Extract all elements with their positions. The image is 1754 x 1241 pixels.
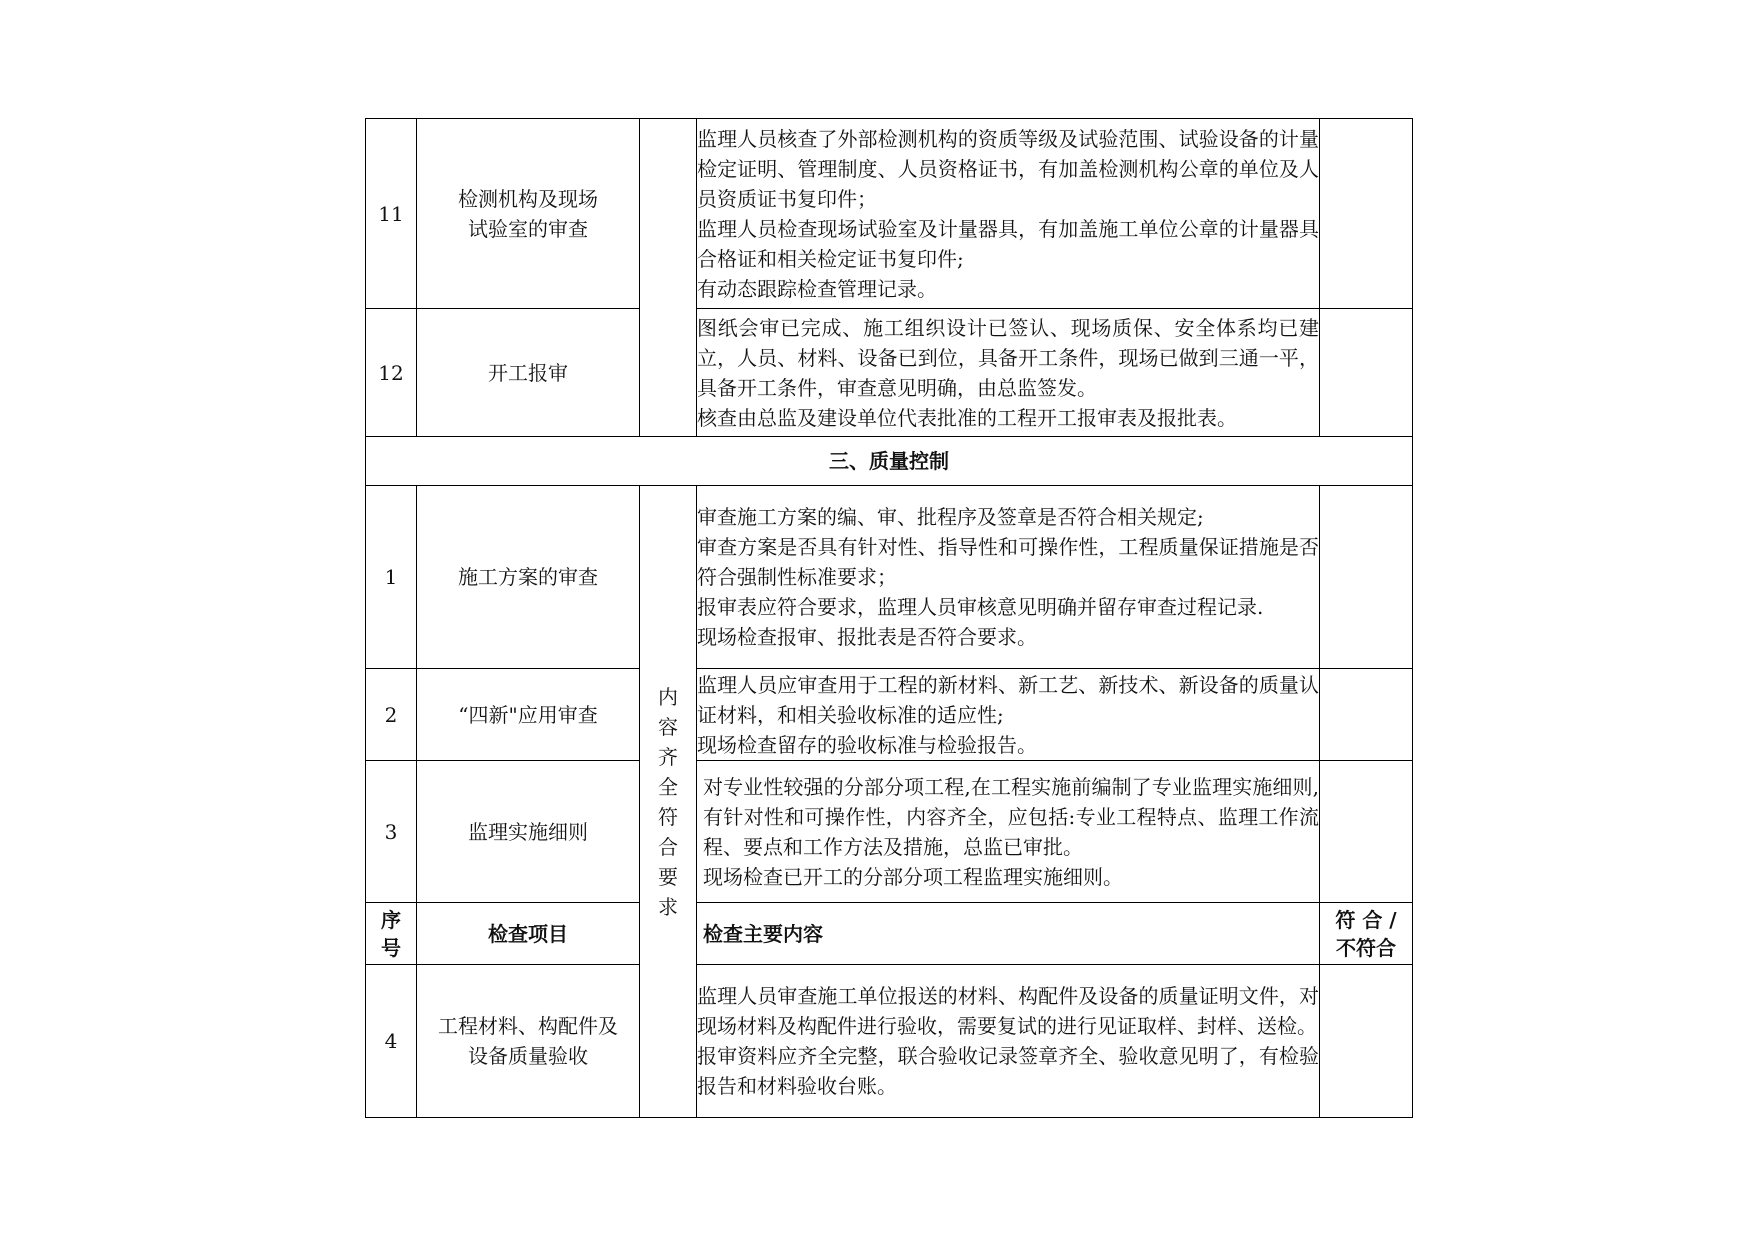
table-row xyxy=(366,669,1413,761)
inspection-table xyxy=(365,118,1413,1118)
section-row xyxy=(366,437,1413,486)
table-row xyxy=(366,486,1413,669)
check-content: 监理人员核查了外部检测机构的资质等级及试验范围、试验设备的计量检定证明、管理制度、人员资格证书，有加盖检测机构公章的单位及人员资质证书复印件； 监理人员检查现场试验室及计量器具，有加盖施工单位公章的计量器具合格证和相关检定证书复印件; 有动态跟踪检查管理记录。 xyxy=(697,119,1320,309)
header-content: 检查主要内容 xyxy=(697,903,1320,965)
requirement-cell: 内 容 齐 全 符 合 要 求 xyxy=(640,486,697,1118)
result-cell xyxy=(1320,309,1413,437)
check-item: 开工报审 xyxy=(417,309,640,437)
check-content: 监理人员审查施工单位报送的材料、构配件及设备的质量证明文件，对现场材料及构配件进行验收，需要复试的进行见证取样、封样、送检。 报审资料应齐全完整，联合验收记录签章齐全、验收意见明了，有检验报告和材料验收台账。 xyxy=(697,965,1320,1118)
check-content: 审查施工方案的编、审、批程序及签章是否符合相关规定; 审查方案是否具有针对性、指导性和可操作性，工程质量保证措施是否符合强制性标准要求； 报审表应符合要求，监理人员审核意见明确并留存审查过程记录. 现场检查报审、报批表是否符合要求。 xyxy=(697,486,1320,669)
result-cell xyxy=(1320,761,1413,903)
check-item: “四新"应用审查 xyxy=(417,669,640,761)
table-row xyxy=(366,119,1413,309)
row-number: 1 xyxy=(366,486,417,669)
section-title: 三、质量控制 xyxy=(366,437,1413,486)
requirement-cell-top xyxy=(640,119,697,437)
check-content: 图纸会审已完成、施工组织设计已签认、现场质保、安全体系均已建立，人员、材料、设备已到位，具备开工条件，现场已做到三通一平，具备开工条件，审查意见明确，由总监签发。 核查由总监及建设单位代表批准的工程开工报审表及报批表。 xyxy=(697,309,1320,437)
table-row xyxy=(366,309,1413,437)
header-item: 检查项目 xyxy=(417,903,640,965)
check-item: 监理实施细则 xyxy=(417,761,640,903)
result-cell xyxy=(1320,486,1413,669)
check-item: 施工方案的审查 xyxy=(417,486,640,669)
check-content: 对专业性较强的分部分项工程,在工程实施前编制了专业监理实施细则,有针对性和可操作性，内容齐全，应包括:专业工程特点、监理工作流程、要点和工作方法及措施，总监已审批。 现场检查已开工的分部分项工程监理实施细则。 xyxy=(697,761,1320,903)
table-row xyxy=(366,965,1413,1118)
header-result: 符 合 / 不符合 xyxy=(1320,903,1413,965)
row-number: 11 xyxy=(366,119,417,309)
result-cell xyxy=(1320,965,1413,1118)
result-cell xyxy=(1320,119,1413,309)
check-item: 工程材料、构配件及 设备质量验收 xyxy=(417,965,640,1118)
row-number: 2 xyxy=(366,669,417,761)
row-number: 3 xyxy=(366,761,417,903)
header-row xyxy=(366,903,1413,965)
result-cell xyxy=(1320,669,1413,761)
check-item: 检测机构及现场 试验室的审查 xyxy=(417,119,640,309)
header-number: 序 号 xyxy=(366,903,417,965)
row-number: 12 xyxy=(366,309,417,437)
table-row xyxy=(366,761,1413,903)
row-number: 4 xyxy=(366,965,417,1118)
check-content: 监理人员应审查用于工程的新材料、新工艺、新技术、新设备的质量认证材料，和相关验收标准的适应性; 现场检查留存的验收标准与检验报告。 xyxy=(697,669,1320,761)
